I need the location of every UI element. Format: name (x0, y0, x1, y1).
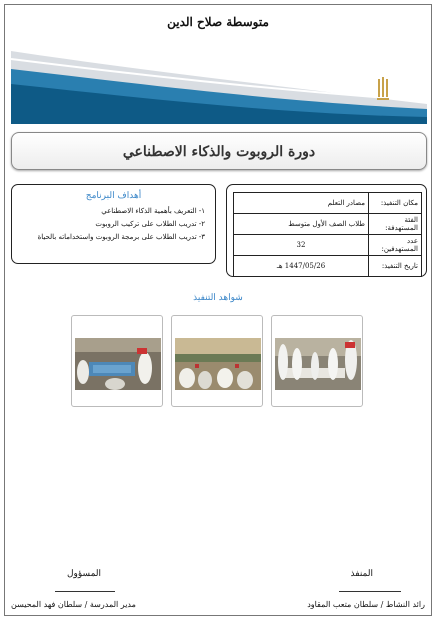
info-row-location (234, 193, 422, 214)
evidence-photo (171, 315, 263, 407)
info-label: مكان التنفيذ: (369, 193, 422, 214)
school-name: متوسطة صلاح الدين (167, 15, 269, 29)
info-row-target-group (234, 214, 422, 235)
evidence-photo (271, 315, 363, 407)
info-label: الفئة المستهدفة: (369, 214, 422, 235)
info-row-date (234, 256, 422, 277)
goal-item: ٢- تدريب الطلاب على تركيب الروبوت (95, 220, 205, 228)
info-value: 1447/05/26 هـ (234, 256, 369, 277)
responsible-signature-line (55, 591, 115, 592)
ministry-logo-icon (375, 77, 391, 101)
document-page (4, 4, 432, 616)
program-info-box (226, 184, 427, 277)
info-row-target-count (234, 235, 422, 256)
program-goals-box (11, 184, 216, 264)
executor-name: رائد النشاط / سلطان متعب المقاود (307, 600, 425, 609)
goal-item: ١- التعريف بأهمية الذكاء الاصطناعي (101, 207, 205, 215)
executor-signature-line (339, 591, 401, 592)
info-value: 32 (234, 235, 369, 256)
header-banner (11, 29, 427, 124)
info-value: طلاب الصف الأول متوسط (234, 214, 369, 235)
info-value: مصادر التعلم (234, 193, 369, 214)
info-label: عدد المستهدفين: (369, 235, 422, 256)
info-label: تاريخ التنفيذ: (369, 256, 422, 277)
program-info-table (233, 192, 422, 277)
evidence-title: شواهد التنفيذ (193, 293, 243, 303)
goal-item: ٣- تدريب الطلاب على برمجة الروبوت واستخداماته بالحياة (37, 233, 205, 241)
responsible-name: مدير المدرسة / سلطان فهد المحيسن (11, 600, 136, 609)
program-title: دورة الروبوت والذكاء الاصطناعي (11, 132, 427, 170)
goals-title: أهداف البرنامج (85, 191, 142, 201)
executor-role: المنفذ (350, 569, 373, 579)
responsible-role: المسؤول (67, 569, 102, 579)
goals-list (12, 207, 205, 241)
evidence-photo (71, 315, 163, 407)
